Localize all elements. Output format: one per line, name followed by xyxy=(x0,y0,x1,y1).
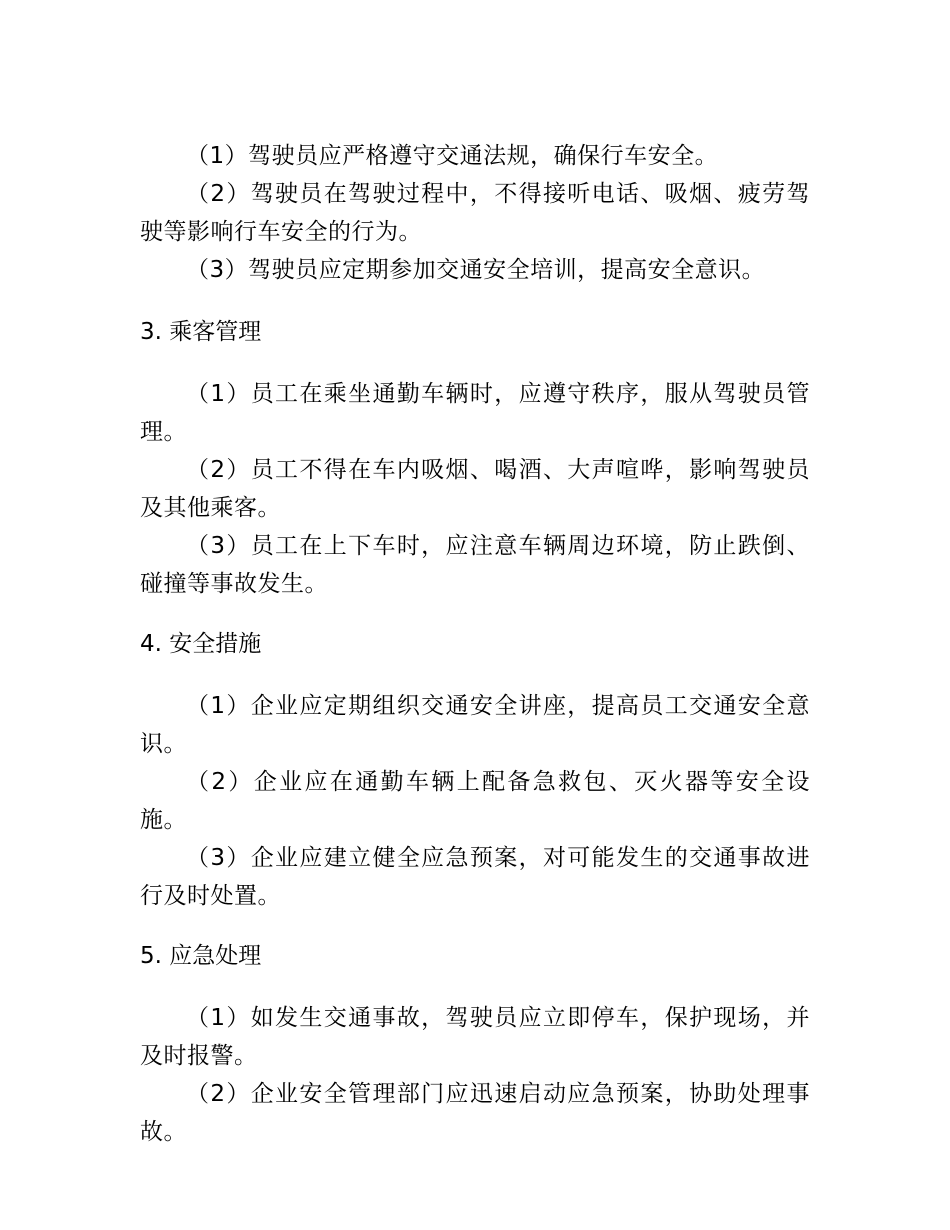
passenger-rule-1: （1）员工在乘坐通勤车辆时，应遵守秩序，服从驾驶员管理。 xyxy=(140,381,810,445)
emergency-step-2: （2）企业安全管理部门应迅速启动应急预案，协助处理事故。 xyxy=(140,1081,810,1145)
passenger-rule-3: （3）员工在上下车时，应注意车辆周边环境，防止跌倒、碰撞等事故发生。 xyxy=(140,533,810,597)
safety-measure-3: （3）企业应建立健全应急预案，对可能发生的交通事故进行及时处置。 xyxy=(140,845,810,909)
passenger-rule-2: （2）员工不得在车内吸烟、喝酒、大声喧哗，影响驾驶员及其他乘客。 xyxy=(140,457,810,521)
driver-rule-2: （2）驾驶员在驾驶过程中，不得接听电话、吸烟、疲劳驾驶等影响行车安全的行为。 xyxy=(140,181,810,245)
emergency-step-1: （1）如发生交通事故，驾驶员应立即停车，保护现场，并及时报警。 xyxy=(140,1005,810,1069)
section-heading-safety-measures: 4. 安全措施 xyxy=(140,631,262,657)
section-heading-passenger-management: 3. 乘客管理 xyxy=(140,319,262,345)
document-page xyxy=(140,137,810,1151)
safety-measure-1: （1）企业应定期组织交通安全讲座，提高员工交通安全意识。 xyxy=(140,693,810,757)
driver-rule-3: （3）驾驶员应定期参加交通安全培训，提高安全意识。 xyxy=(186,257,766,283)
section-heading-emergency-handling: 5. 应急处理 xyxy=(140,943,262,969)
safety-measure-2: （2）企业应在通勤车辆上配备急救包、灭火器等安全设施。 xyxy=(140,769,810,833)
driver-rule-1: （1）驾驶员应严格遵守交通法规，确保行车安全。 xyxy=(186,143,719,169)
